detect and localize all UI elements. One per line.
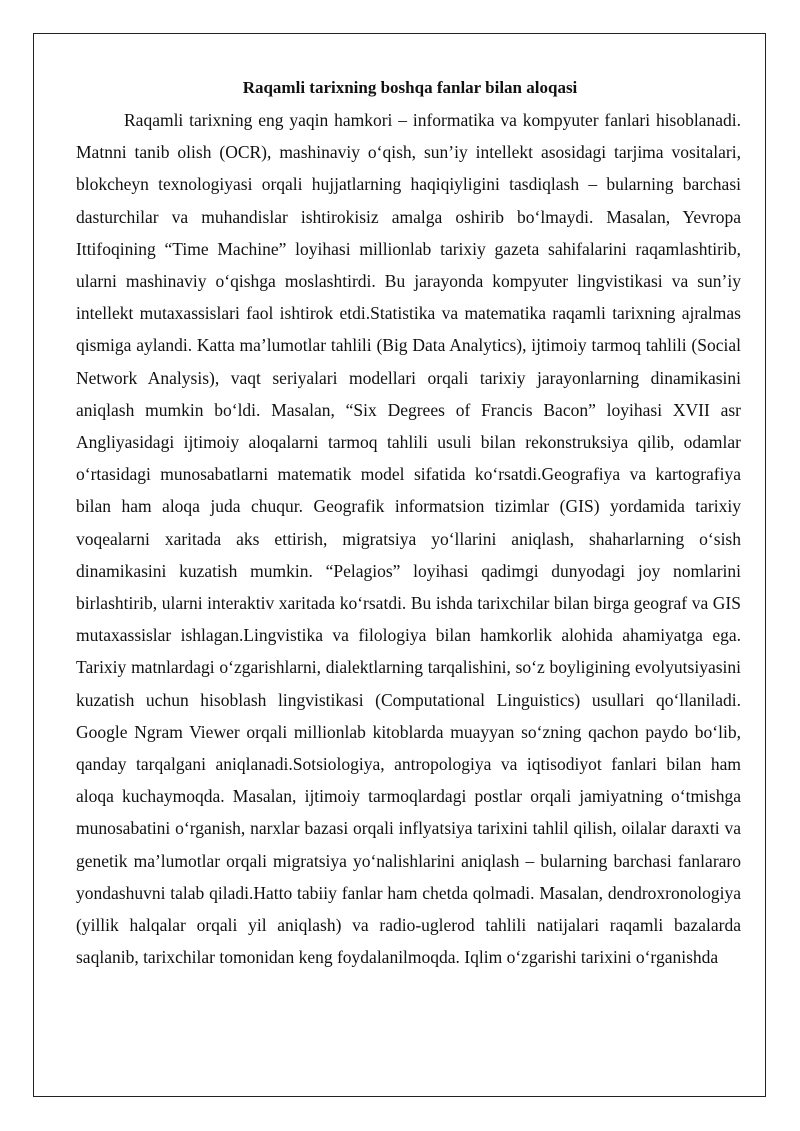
document-title: Raqamli tarixning boshqa fanlar bilan aloqasi — [242, 78, 578, 97]
body-paragraph: Raqamli tarixning eng yaqin hamkori – informatika va kompyuter fanlari hisoblanadi. Matnni tanib olish (OCR), mashinaviy oʻqish, sunʼiy intellekt asosidagi tarjima vositalari, blokcheyn texnologiyasi orqali hujjatlarning haqiqiyligini tasdiqlash – bularning barchasi dasturchilar va muhandislar ishtirokisiz amalga oshirib boʻlmaydi. Masalan, Yevropa Ittifoqining “Time Machine” loyihasi millionlab tarixiy gazeta sahifalarini raqamlashtirib, ularni mashinaviy oʻqishga moslashtirdi. Bu jarayonda kompyuter lingvistikasi va sunʼiy intellekt mutaxassislari faol ishtirok etdi.Statistika va matematika raqamli tarixning ajralmas qismiga aylandi. Katta maʼlumotlar tahlili (Big Data Analytics), ijtimoiy tarmoq tahlili (Social Network Analysis), vaqt seriyalari modellari orqali tarixiy jarayonlarning dinamikasini aniqlash mumkin boʻldi. Masalan, “Six Degrees of Francis Bacon” loyihasi XVII asr Angliyasidagi ijtimoiy aloqalarni tarmoq tahlili usuli bilan rekonstruksiya qilib, odamlar oʻrtasidagi munosabatlarni matematik model sifatida koʻrsatdi.Geografiya va kartografiya bilan ham aloqa juda chuqur. Geografik informatsion tizimlar (GIS) yordamida tarixiy voqealarni xaritada aks ettirish, migratsiya yoʻllarini aniqlash, shaharlarning oʻsish dinamikasini kuzatish mumkin. “Pelagios” loyihasi qadimgi dunyodagi joy nomlarini birlashtirib, ularni interaktiv xaritada koʻrsatdi. Bu ishda tarixchilar bilan birga geograf va GIS mutaxassislar ishlagan.Lingvistika va filologiya bilan hamkorlik alohida ahamiyatga ega. Tarixiy matnlardagi oʻzgarishlarni, dialektlarning tarqalishini, soʻz boyligining evolyutsiyasini kuzatish uchun hisoblash lingvistikasi (Computational Linguistics) usullari qoʻllaniladi. Google Ngram Viewer orqali millionlab kitoblarda muayyan soʻzning qachon paydo boʻlib, qanday tarqalgani aniqlanadi.Sotsiologiya, antropologiya va iqtisodiyot fanlari bilan ham aloqa kuchaymoqda. Masalan, ijtimoiy tarmoqlardagi postlar orqali jamiyatning oʻtmishga munosabatini oʻrganish, narxlar bazasi orqali inflyatsiya tarixini tahlil qilish, oilalar daraxti va genetik maʼlumotlar orqali migratsiya yoʻnalishlarini aniqlash – bularning barchasi fanlararo yondashuvni talab qiladi.Hatto tabiiy fanlar ham chetda qolmadi. Masalan, dendroxronologiya (yillik halqalar orqali yil aniqlash) va radio-uglerod tahlili natijalari raqamli bazalarda saqlanib, tarixchilar tomonidan keng foydalanilmoqda. Iqlim oʻzgarishi tarixini oʻrganishda — [76, 110, 741, 968]
